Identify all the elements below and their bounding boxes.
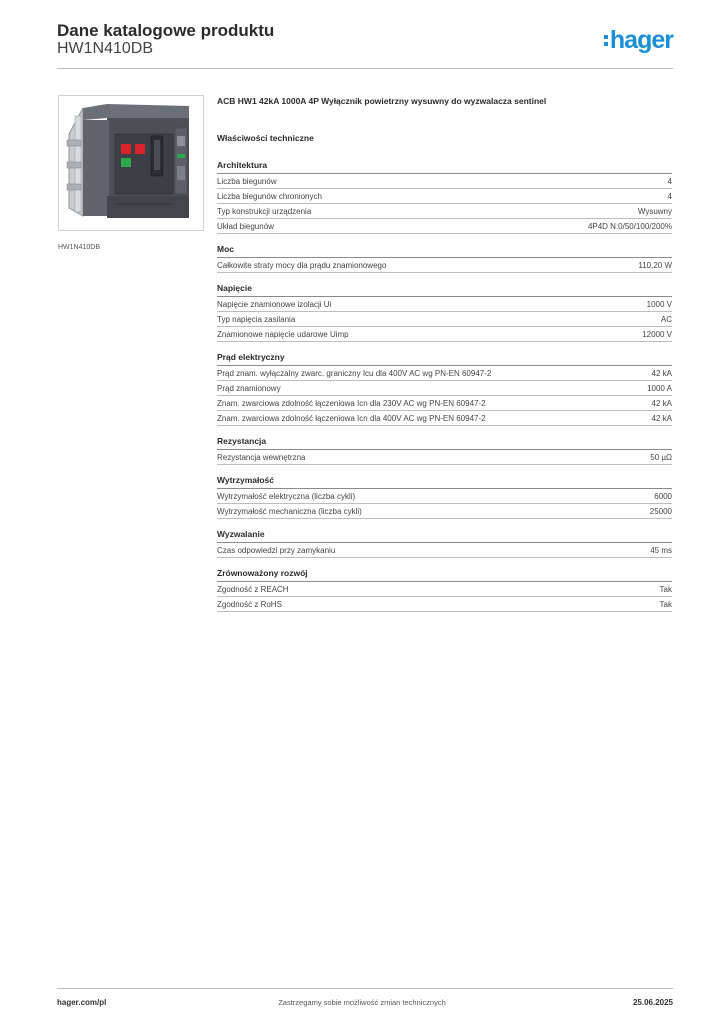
table-row [217, 411, 672, 426]
section-zrownowazony-rozwoj [217, 568, 672, 612]
table-row [217, 489, 672, 504]
row-value: 42 kA [651, 413, 672, 423]
row-value: 42 kA [651, 368, 672, 378]
table-row [217, 219, 672, 234]
row-label: Liczba biegunów [217, 176, 277, 186]
section-title: Moc [217, 244, 672, 258]
row-value: AC [660, 314, 672, 324]
product-image-caption: HW1N410DB [58, 244, 101, 251]
row-label: Napięcie znamionowe izolacji Ui [217, 299, 332, 309]
table-row [217, 396, 672, 411]
logo-dots-icon [604, 35, 608, 46]
section-wytrzymalosc [217, 475, 672, 519]
row-value: 110,20 W [638, 260, 672, 270]
table-row [217, 297, 672, 312]
row-value: 50 µΩ [650, 452, 672, 462]
section-title: Rezystancja [217, 436, 672, 450]
row-label: Liczba biegunów chronionych [217, 191, 322, 201]
row-label: Typ konstrukcji urządzenia [217, 206, 312, 216]
row-value: 12000 V [642, 329, 672, 339]
section-title: Napięcie [217, 283, 672, 297]
table-row [217, 450, 672, 465]
section-napiecie [217, 283, 672, 342]
row-label: Całkowite straty mocy dla prądu znamionowego [217, 260, 387, 270]
page-title: Dane katalogowe produktu [57, 21, 275, 40]
row-label: Znamionowe napięcie udarowe Uimp [217, 329, 349, 339]
product-code: HW1N410DB [57, 40, 154, 57]
row-label: Prąd znam. wyłączalny zwarc. graniczny Icu dla 400V AC wg PN-EN 60947-2 [217, 368, 492, 378]
row-label: Wytrzymałość mechaniczna (liczba cykli) [217, 506, 362, 516]
row-label: Znam. zwarciowa zdolność łączeniowa Icn dla 400V AC wg PN-EN 60947-2 [217, 413, 486, 423]
table-row [217, 366, 672, 381]
row-value: 4P4D N:0/50/100/200% [587, 221, 672, 231]
section-architektura [217, 160, 672, 234]
logo-text: hager [609, 26, 673, 54]
product-image [58, 95, 204, 231]
footer-date: 25.06.2025 [632, 998, 673, 1007]
row-value: Wysuwny [637, 206, 672, 216]
row-value: 1000 V [646, 299, 672, 309]
table-row [217, 258, 672, 273]
row-label: Zgodność z RoHS [217, 599, 282, 609]
row-label: Znam. zwarciowa zdolność łączeniowa Icn dla 230V AC wg PN-EN 60947-2 [217, 398, 486, 408]
row-value: Tak [659, 599, 672, 609]
row-label: Rezystancja wewnętrzna [217, 452, 306, 462]
table-row [217, 174, 672, 189]
row-label: Zgodność z REACH [217, 584, 289, 594]
header-divider [57, 68, 673, 69]
product-details [217, 96, 672, 622]
footer-website-link[interactable]: hager.com/pl [57, 998, 107, 1007]
product-description: ACB HW1 42kA 1000A 4P Wyłącznik powietrzny wysuwny do wyzwalacza sentinel [217, 96, 547, 106]
row-label: Prąd znamionowy [217, 383, 281, 393]
table-row [217, 381, 672, 396]
row-value: 4 [667, 176, 672, 186]
air-circuit-breaker-illustration [59, 96, 203, 230]
table-row [217, 582, 672, 597]
table-row [217, 312, 672, 327]
section-wyzwalanie [217, 529, 672, 558]
section-moc [217, 244, 672, 273]
row-label: Typ napięcia zasilania [217, 314, 296, 324]
footer-divider [57, 988, 673, 989]
table-row [217, 204, 672, 219]
section-title: Zrównoważony rozwój [217, 568, 672, 582]
row-value: 1000 A [647, 383, 672, 393]
section-title: Wytrzymałość [217, 475, 672, 489]
row-value: 4 [667, 191, 672, 201]
technical-properties-heading: Właściwości techniczne [217, 133, 314, 143]
row-label: Układ biegunów [217, 221, 274, 231]
row-label: Wytrzymałość elektryczna (liczba cykli) [217, 491, 356, 501]
section-prad-elektryczny [217, 352, 672, 426]
section-title: Prąd elektryczny [217, 352, 672, 366]
row-value: 6000 [654, 491, 672, 501]
table-row [217, 504, 672, 519]
row-value: 42 kA [651, 398, 672, 408]
row-value: 45 ms [650, 545, 672, 555]
table-row [217, 189, 672, 204]
table-row [217, 543, 672, 558]
table-row [217, 327, 672, 342]
hager-logo [604, 27, 673, 53]
row-value: 25000 [649, 506, 672, 516]
row-label: Czas odpowiedzi przy zamykaniu [217, 545, 336, 555]
table-row [217, 597, 672, 612]
section-title: Wyzwalanie [217, 529, 672, 543]
section-title: Architektura [217, 160, 672, 174]
section-rezystancja [217, 436, 672, 465]
footer-note: Zastrzegamy sobie możliwość zmian technicznych [278, 998, 446, 1007]
row-value: Tak [659, 584, 672, 594]
